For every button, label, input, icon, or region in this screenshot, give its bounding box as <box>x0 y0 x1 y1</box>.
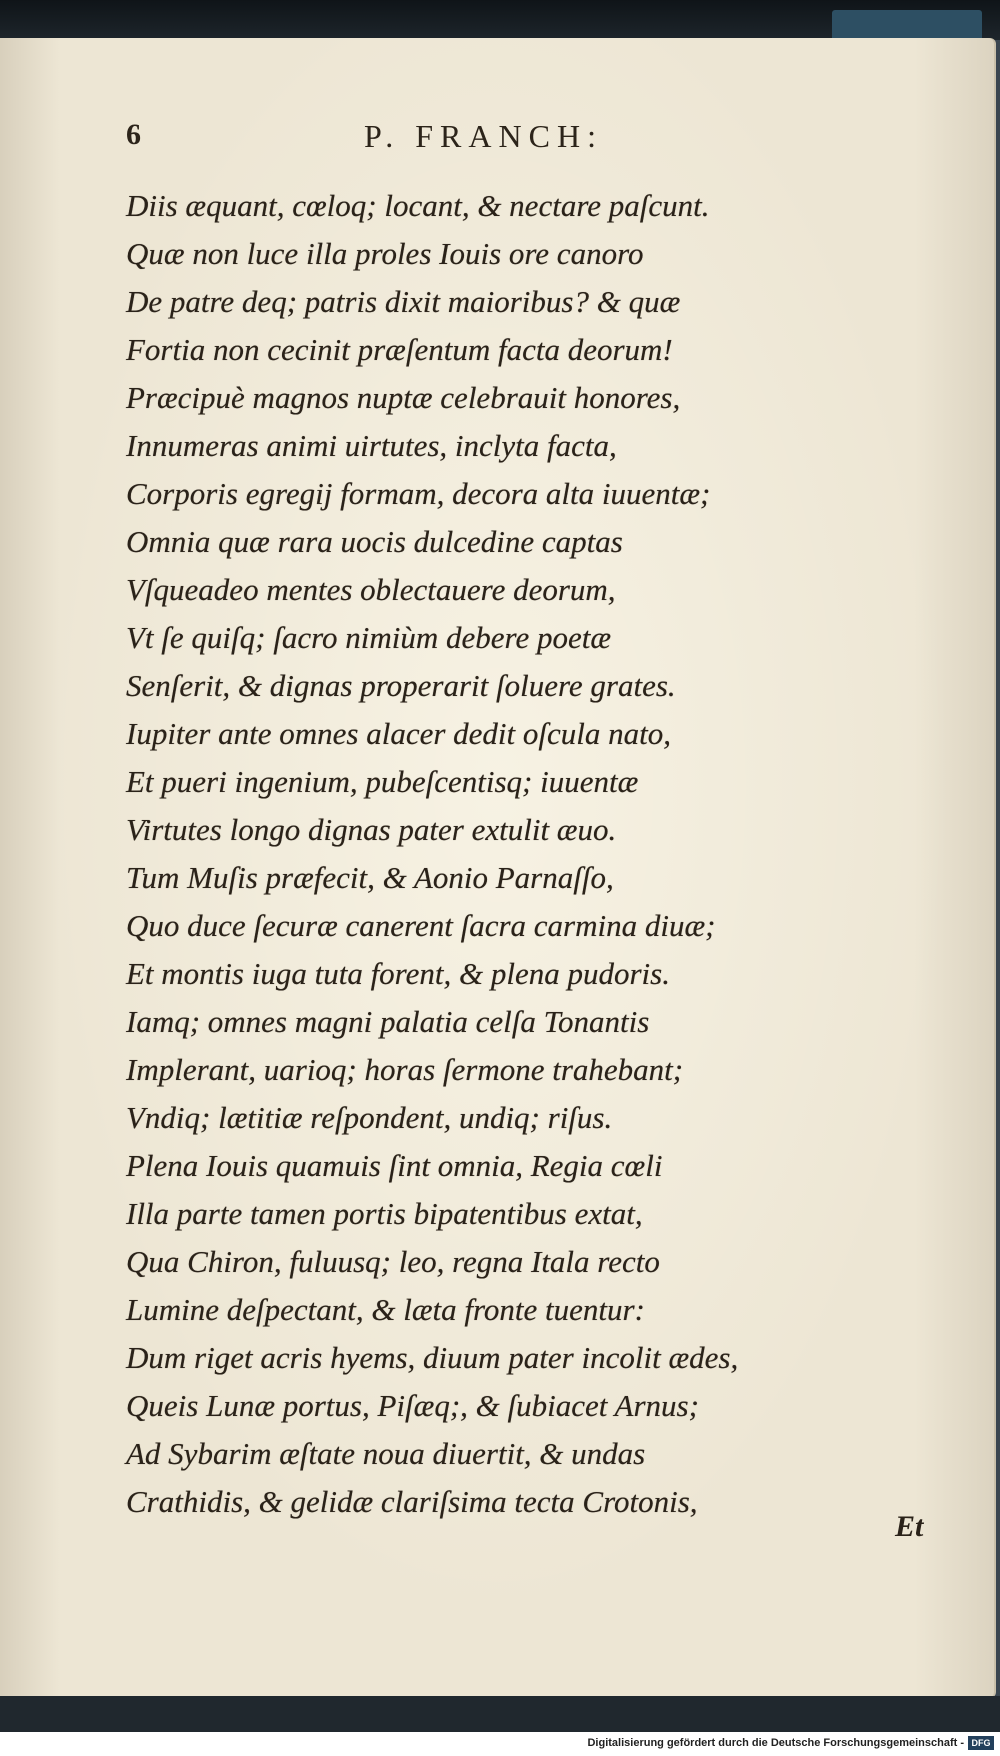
verse-line: Dum riget acris hyems, diuum pater incolit ædes, <box>126 1340 739 1375</box>
dfg-logo: DFG <box>968 1736 994 1750</box>
verse-line: Plena Iouis quamuis ſint omnia, Regia cœli <box>126 1148 663 1183</box>
footer-bar <box>0 1732 1000 1756</box>
book-bottom-edge <box>0 1696 1000 1732</box>
verse-line: Omnia quæ rara uocis dulcedine captas <box>126 524 623 559</box>
verse-line: Iamq; omnes magni palatia celſa Tonantis <box>126 1004 650 1039</box>
verse-line: Quo duce ſecuræ canerent ſacra carmina diuæ; <box>126 908 716 943</box>
verse-line: De patre deq; patris dixit maioribus? & quæ <box>126 284 681 319</box>
verse-block <box>126 182 866 1526</box>
verse-line: Quæ non luce illa proles Iouis ore canoro <box>126 236 644 271</box>
verse-line: Diis æquant, cœloq; locant, & nectare paſcunt. <box>126 188 710 223</box>
verse-line: Iupiter ante omnes alacer dedit oſcula nato, <box>126 716 671 751</box>
verse-line: Illa parte tamen portis bipatentibus extat, <box>126 1196 643 1231</box>
verse-line: Crathidis, & gelidæ clariſsima tecta Crotonis, <box>126 1484 698 1519</box>
verse-line: Innumeras animi uirtutes, inclyta facta, <box>126 428 617 463</box>
verse-line: Fortia non cecinit præſentum facta deorum! <box>126 332 673 367</box>
verse-line: Lumine deſpectant, & læta fronte tuentur: <box>126 1292 645 1327</box>
verse-line: Et montis iuga tuta forent, & plena pudoris. <box>126 956 670 991</box>
verse-line: Vt ſe quiſq; ſacro nimiùm debere poetæ <box>126 620 611 655</box>
verse-line: Senſerit, & dignas properarit ſoluere grates. <box>126 668 676 703</box>
verse-line: Tum Muſis præfecit, & Aonio Parnaſſo, <box>126 860 614 895</box>
verse-line: Virtutes longo dignas pater extulit æuo. <box>126 812 617 847</box>
verse-line: Præcipuè magnos nuptæ celebrauit honores, <box>126 380 681 415</box>
funding-credit: Digitalisierung gefördert durch die Deutsche Forschungsgemeinschaft - <box>587 1737 964 1749</box>
verse-line: Ad Sybarim æſtate noua diuertit, & undas <box>126 1436 646 1471</box>
verse-line: Queis Lunæ portus, Piſæq;, & ſubiacet Arnus; <box>126 1388 699 1423</box>
page-header <box>126 118 826 158</box>
verse-line: Vndiq; lætitiæ reſpondent, undiq; riſus. <box>126 1100 613 1135</box>
verse-line: Vſqueadeo mentes oblectauere deorum, <box>126 572 616 607</box>
page-number: 6 <box>126 118 141 151</box>
catchword: Et <box>895 1510 924 1543</box>
verse-line: Qua Chiron, fuluusq; leo, regna Itala recto <box>126 1244 660 1279</box>
verse-line: Implerant, uarioq; horas ſermone trahebant; <box>126 1052 684 1087</box>
verse-line: Et pueri ingenium, pubeſcentisq; iuuentæ <box>126 764 639 799</box>
running-head: P. FRANCH: <box>364 118 603 154</box>
verse-line: Corporis egregij formam, decora alta iuuentæ; <box>126 476 711 511</box>
